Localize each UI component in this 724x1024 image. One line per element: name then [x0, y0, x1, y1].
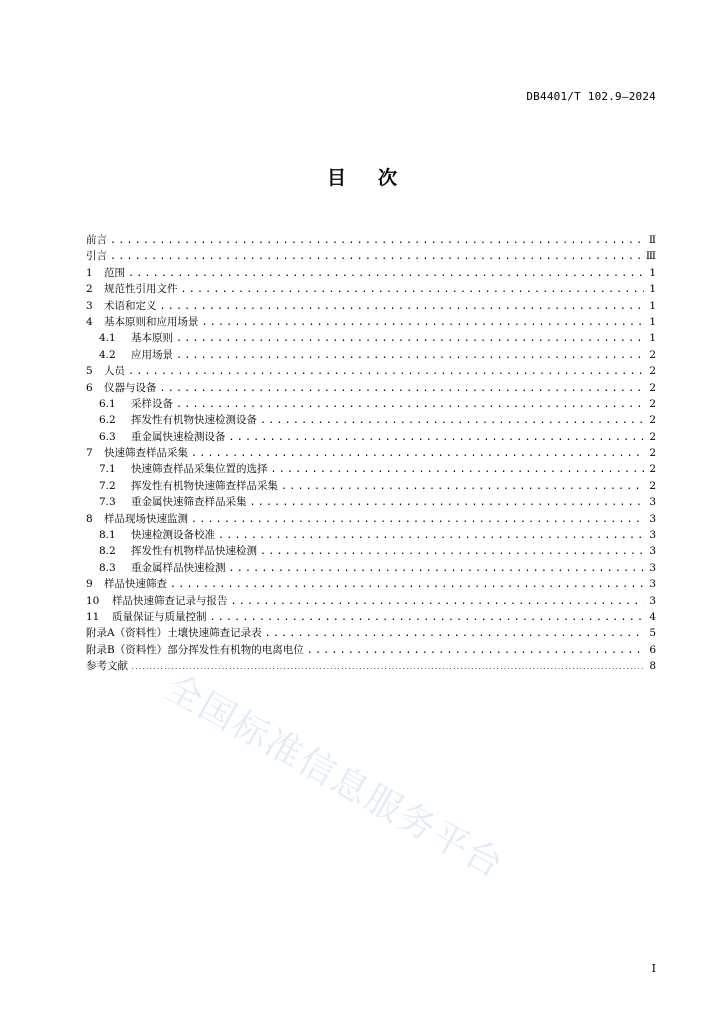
- toc-entry[interactable]: [86, 658, 656, 674]
- toc-entry[interactable]: [86, 363, 656, 379]
- toc-entry-number: 8.3: [99, 561, 116, 574]
- toc-entry-label: 快速筛查样品采集位置的选择: [131, 463, 268, 476]
- toc-entry-page: 1: [649, 283, 656, 296]
- toc-dot-leader: [191, 512, 644, 528]
- toc-entry[interactable]: [86, 609, 656, 625]
- toc-entry[interactable]: [86, 330, 656, 346]
- toc-entry-title: [99, 330, 173, 346]
- toc-entry-label: 前言: [86, 234, 107, 246]
- toc-entry[interactable]: [86, 511, 656, 527]
- toc-entry-title: [99, 461, 268, 477]
- toc-entry-label: 基本原则: [131, 332, 173, 345]
- toc-dot-leader: [160, 381, 645, 397]
- toc-entry[interactable]: [86, 543, 656, 559]
- toc-entry-title: [86, 232, 107, 248]
- toc-entry[interactable]: [86, 429, 656, 445]
- toc-entry-page: 3: [649, 545, 656, 558]
- toc-entry-label: 重金属快速检测设备: [131, 430, 226, 443]
- toc-entry-title: [86, 576, 167, 592]
- toc-entry-number: 2: [86, 283, 93, 296]
- toc-dot-leader: [160, 299, 645, 315]
- toc-entry-page: 5: [649, 627, 656, 640]
- toc-entry-page: 4: [649, 610, 656, 623]
- toc-entry[interactable]: [86, 232, 656, 248]
- toc-dot-leader: [181, 282, 645, 298]
- toc-entry-number: 8.1: [99, 529, 116, 542]
- toc-dot-leader: [271, 462, 645, 478]
- toc-entry-label: 采样设备: [131, 397, 173, 410]
- toc-entry-title: [86, 445, 188, 461]
- toc-entry-label: 仪器与设备: [104, 381, 157, 394]
- toc-dot-leader: [260, 413, 644, 429]
- toc-entry-title: [99, 347, 173, 363]
- toc-dot-leader: [128, 364, 644, 380]
- toc-entry[interactable]: [86, 642, 656, 658]
- toc-entry-page: 1: [649, 332, 656, 345]
- toc-entry-page: 6: [649, 643, 656, 656]
- toc-entry-page: 2: [649, 414, 656, 427]
- toc-entry-page: 8: [649, 660, 656, 673]
- toc-entry-number: 6.3: [99, 430, 116, 443]
- toc-entry-page: 2: [649, 348, 656, 361]
- toc-dot-leader: [110, 233, 644, 249]
- toc-entry-number: 9: [86, 578, 93, 591]
- toc-entry-label: 人员: [104, 365, 125, 378]
- toc-entry[interactable]: [86, 625, 656, 641]
- toc-entry-page: 3: [649, 512, 656, 525]
- toc-entry-label: 引言: [86, 250, 107, 263]
- toc-entry-number: 7.2: [99, 479, 116, 492]
- toc-dot-leader: [265, 626, 644, 642]
- toc-entry-title: [86, 511, 188, 527]
- toc-entry-label: 质量保证与质量控制: [112, 610, 207, 623]
- toc-entry-page: Ⅲ: [645, 250, 656, 263]
- toc-entry[interactable]: [86, 527, 656, 543]
- toc-entry[interactable]: [86, 347, 656, 363]
- toc-entry-title: [86, 609, 207, 625]
- toc-entry[interactable]: [86, 560, 656, 576]
- toc-dot-leader: [110, 249, 642, 265]
- toc-entry-title: [86, 363, 125, 379]
- toc-entry-title: [99, 429, 226, 445]
- toc-entry-label: 挥发性有机物快速检测设备: [131, 414, 257, 427]
- toc-dot-leader: [260, 544, 644, 560]
- toc-entry-label: 应用场景: [131, 348, 173, 361]
- toc-entry-label: 附录A（资料性）土壤快速筛查记录表: [86, 627, 262, 640]
- title-char-1: 目: [326, 167, 346, 189]
- page-title: [0, 163, 724, 190]
- toc-entry-label: 规范性引用文件: [104, 283, 178, 296]
- toc-dot-leader: [218, 528, 644, 544]
- toc-entry-title: [86, 625, 262, 641]
- toc-dot-leader: [131, 660, 644, 676]
- toc-entry-number: 6.1: [99, 397, 116, 410]
- toc-entry[interactable]: [86, 281, 656, 297]
- toc-entry-title: [86, 642, 304, 658]
- toc-entry-title: [99, 543, 257, 559]
- toc-entry-number: 5: [86, 365, 93, 378]
- toc-entry-number: 4.1: [99, 332, 116, 345]
- toc-entry-label: 范围: [104, 266, 125, 279]
- toc-entry-number: 6: [86, 381, 93, 394]
- toc-entry-title: [86, 281, 178, 297]
- toc-entry-label: 样品快速筛查: [104, 578, 167, 591]
- toc-entry-page: 1: [649, 299, 656, 312]
- table-of-contents: [86, 232, 656, 675]
- toc-entry-label: 参考文献: [86, 660, 128, 673]
- toc-dot-leader: [170, 577, 644, 593]
- toc-entry-number: 8.2: [99, 545, 116, 558]
- toc-dot-leader: [202, 315, 645, 331]
- toc-entry-label: 挥发性有机物样品快速检测: [131, 545, 257, 558]
- document-number: DB4401/T 102.9—2024: [526, 90, 656, 103]
- toc-dot-leader: [191, 446, 644, 462]
- toc-entry-number: 7.3: [99, 496, 116, 509]
- toc-entry[interactable]: [86, 494, 656, 510]
- toc-entry[interactable]: [86, 248, 656, 264]
- toc-dot-leader: [176, 397, 644, 413]
- toc-entry-title: [86, 658, 128, 674]
- toc-entry-page: 2: [649, 397, 656, 410]
- toc-dot-leader: [281, 479, 644, 495]
- toc-entry-title: [86, 298, 157, 314]
- toc-entry-title: [99, 527, 215, 543]
- toc-entry-page: Ⅱ: [648, 234, 656, 246]
- toc-entry-page: 2: [649, 430, 656, 443]
- toc-dot-leader: [307, 643, 644, 659]
- toc-entry-number: 11: [86, 610, 100, 623]
- toc-entry-title: [86, 314, 199, 330]
- toc-dot-leader: [176, 331, 644, 347]
- toc-entry-label: 挥发性有机物快速筛查样品采集: [131, 479, 278, 492]
- toc-entry-number: 4.2: [99, 348, 116, 361]
- toc-entry-title: [99, 396, 173, 412]
- toc-entry-number: 10: [86, 594, 100, 607]
- toc-entry-page: 2: [649, 447, 656, 460]
- page-number: Ⅰ: [651, 962, 656, 975]
- toc-entry-page: 2: [649, 365, 656, 378]
- toc-entry[interactable]: [86, 298, 656, 314]
- toc-entry[interactable]: [86, 461, 656, 477]
- toc-entry-number: 8: [86, 512, 93, 525]
- toc-entry-label: 基本原则和应用场景: [104, 315, 199, 328]
- toc-entry-number: 6.2: [99, 414, 116, 427]
- watermark: 全国标准信息服务平台: [158, 666, 511, 888]
- toc-entry-page: 1: [649, 315, 656, 328]
- toc-entry[interactable]: [86, 593, 656, 609]
- toc-entry-label: 重金属快速筛查样品采集: [131, 496, 247, 509]
- toc-entry[interactable]: [86, 478, 656, 494]
- toc-entry-number: 7.1: [99, 463, 116, 476]
- toc-entry-title: [99, 494, 247, 510]
- toc-entry-page: 3: [649, 561, 656, 574]
- toc-entry-page: 2: [649, 479, 656, 492]
- toc-entry-number: 7: [86, 447, 93, 460]
- toc-entry-label: 快速检测设备校准: [131, 529, 215, 542]
- toc-entry-page: 3: [649, 594, 656, 607]
- toc-entry[interactable]: [86, 380, 656, 396]
- toc-entry-label: 重金属样品快速检测: [131, 561, 226, 574]
- toc-entry[interactable]: [86, 396, 656, 412]
- toc-entry-title: [86, 265, 125, 281]
- toc-entry[interactable]: [86, 412, 656, 428]
- toc-entry-page: 1: [649, 266, 656, 279]
- title-char-2: 次: [378, 167, 398, 189]
- toc-entry-label: 样品快速筛查记录与报告: [112, 594, 228, 607]
- toc-entry-title: [86, 380, 157, 396]
- toc-entry-page: 2: [649, 463, 656, 476]
- toc-entry-title: [99, 560, 226, 576]
- toc-dot-leader: [229, 430, 645, 446]
- toc-entry[interactable]: [86, 445, 656, 461]
- toc-dot-leader: [229, 561, 645, 577]
- toc-dot-leader: [231, 594, 645, 610]
- toc-entry-title: [86, 593, 228, 609]
- toc-entry-label: 附录B（资料性）部分挥发性有机物的电离电位: [86, 643, 304, 656]
- toc-dot-leader: [128, 266, 644, 282]
- toc-entry-number: 4: [86, 315, 93, 328]
- toc-entry-number: 1: [86, 266, 93, 279]
- toc-entry[interactable]: [86, 314, 656, 330]
- toc-entry-title: [86, 248, 107, 264]
- toc-entry-label: 快速筛查样品采集: [104, 447, 188, 460]
- toc-entry-page: 3: [649, 578, 656, 591]
- toc-entry-label: 样品现场快速监测: [104, 512, 188, 525]
- toc-entry-label: 术语和定义: [104, 299, 157, 312]
- toc-dot-leader: [250, 495, 645, 511]
- toc-entry[interactable]: [86, 265, 656, 281]
- toc-entry-page: 3: [649, 496, 656, 509]
- toc-entry-page: 2: [649, 381, 656, 394]
- toc-entry-title: [99, 412, 257, 428]
- toc-entry[interactable]: [86, 576, 656, 592]
- toc-entry-title: [99, 478, 278, 494]
- toc-entry-number: 3: [86, 299, 93, 312]
- toc-entry-page: 3: [649, 529, 656, 542]
- toc-dot-leader: [176, 348, 644, 364]
- toc-dot-leader: [210, 610, 645, 626]
